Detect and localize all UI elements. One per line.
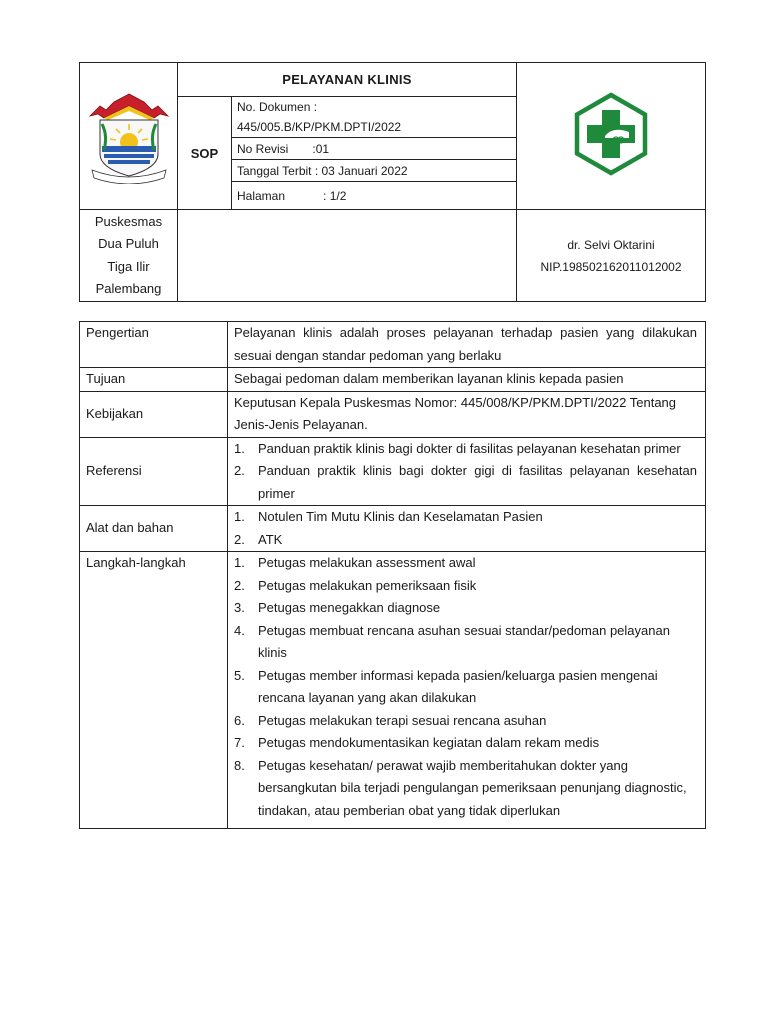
list-text: ATK [258, 531, 283, 547]
sop-content-table [79, 321, 706, 829]
list-item [234, 552, 697, 575]
row-value [228, 552, 706, 829]
page-value: : 1/2 [323, 188, 347, 203]
list-number: 1. [234, 440, 245, 456]
list-text: Petugas melakukan terapi sesuai rencana asuhan [258, 712, 547, 728]
row-value: Keputusan Kepala Puskesmas Nomor: 445/008/KP/PKM.DPTI/2022 Tentang Jenis-Jenis Pelayanan. [228, 391, 706, 437]
org-line: Palembang [95, 281, 162, 296]
list-text: Petugas melakukan assessment awal [258, 555, 476, 570]
row-label: Tujuan [80, 368, 228, 392]
list-item [234, 597, 697, 620]
blank-cell [178, 210, 517, 302]
revision-label: No Revisi [237, 141, 289, 156]
organization-name [80, 210, 178, 302]
list-item [234, 438, 697, 461]
revision-cell [232, 138, 517, 160]
revision-value: :01 [312, 141, 330, 156]
signature-block [517, 210, 706, 302]
list-number: 8. [234, 757, 245, 773]
doc-number-label: No. Dokumen : [237, 100, 318, 114]
signatory-name: dr. Selvi Oktarini [567, 237, 655, 252]
sop-header-table [79, 62, 706, 302]
org-line: Dua Puluh [98, 236, 159, 251]
list-text: Petugas melakukan pemeriksaan fisik [258, 577, 477, 593]
issue-date: Tanggal Terbit : 03 Januari 2022 [232, 160, 517, 182]
row-value [228, 437, 706, 506]
list-text: Panduan praktik klinis bagi dokter di fasilitas pelayanan kesehatan primer [258, 440, 681, 456]
row-label: Pengertian [80, 322, 228, 368]
row-label: Langkah-langkah [80, 552, 228, 829]
list-number: 6. [234, 712, 245, 728]
list-item [234, 665, 697, 710]
document-title: PELAYANAN KLINIS [178, 63, 517, 97]
row-pengertian [80, 322, 706, 368]
sop-label: SOP [178, 97, 232, 210]
doc-number-value: 445/005.B/KP/PKM.DPTI/2022 [237, 120, 402, 134]
org-line: Puskesmas [94, 213, 163, 229]
list-text: Petugas membuat rencana asuhan sesuai standar/pedoman pelayanan klinis [258, 622, 670, 660]
row-tujuan [80, 368, 706, 392]
row-kebijakan [80, 391, 706, 437]
health-logo-cell [517, 63, 706, 210]
list-number: 1. [234, 509, 245, 524]
list-text: Panduan praktik klinis bagi dokter gigi di fasilitas pelayanan kesehatan primer [258, 463, 697, 501]
list-item [234, 732, 697, 755]
row-label: Alat dan bahan [80, 506, 228, 552]
list-number: 7. [234, 735, 245, 750]
list-item [234, 529, 697, 552]
list-number: 1. [234, 555, 245, 570]
list-text: Petugas mendokumentasikan kegiatan dalam rekam medis [258, 735, 600, 750]
signatory-nip: NIP.198502162011012002 [540, 259, 682, 274]
org-line: Tiga Ilir [107, 258, 150, 274]
row-label: Kebijakan [80, 391, 228, 437]
list-number: 3. [234, 600, 245, 615]
row-referensi [80, 437, 706, 506]
list-text: Petugas member informasi kepada pasien/keluarga pasien mengenai rencana layanan yang akan dilakukan [258, 667, 658, 705]
list-text: Notulen Tim Mutu Klinis dan Keselamatan Pasien [258, 509, 543, 524]
row-value: Pelayanan klinis adalah proses pelayanan terhadap pasien yang dilakukan sesuai dengan standar pedoman yang berlaku [228, 322, 706, 368]
row-label: Referensi [80, 437, 228, 506]
row-value: Sebagai pedoman dalam memberikan layanan klinis kepada pasien [228, 368, 706, 392]
puskesmas-logo [569, 92, 653, 176]
row-alat-bahan [80, 506, 706, 552]
list-number: 2. [234, 531, 245, 547]
doc-number-cell [232, 97, 517, 138]
list-item [234, 460, 697, 505]
page-cell [232, 182, 517, 210]
city-logo-cell [80, 63, 178, 210]
list-item [234, 710, 697, 733]
list-number: 4. [234, 622, 245, 638]
list-item [234, 620, 697, 665]
list-number: 2. [234, 577, 245, 593]
page-label: Halaman [237, 188, 286, 203]
list-number: 2. [234, 463, 245, 478]
list-item [234, 506, 697, 529]
list-text: Petugas kesehatan/ perawat wajib memberitahukan dokter yang bersangkutan bila terjadi pengulangan pemeriksaan penunjang diagnostic, tindakan, atau pemberian obat yang tidak diperlukan [258, 757, 687, 818]
row-langkah [80, 552, 706, 829]
list-text: Petugas menegakkan diagnose [258, 600, 441, 615]
row-value [228, 506, 706, 552]
list-number: 5. [234, 667, 245, 683]
list-item [234, 755, 697, 823]
palembang-city-logo [84, 84, 174, 184]
list-item [234, 575, 697, 598]
